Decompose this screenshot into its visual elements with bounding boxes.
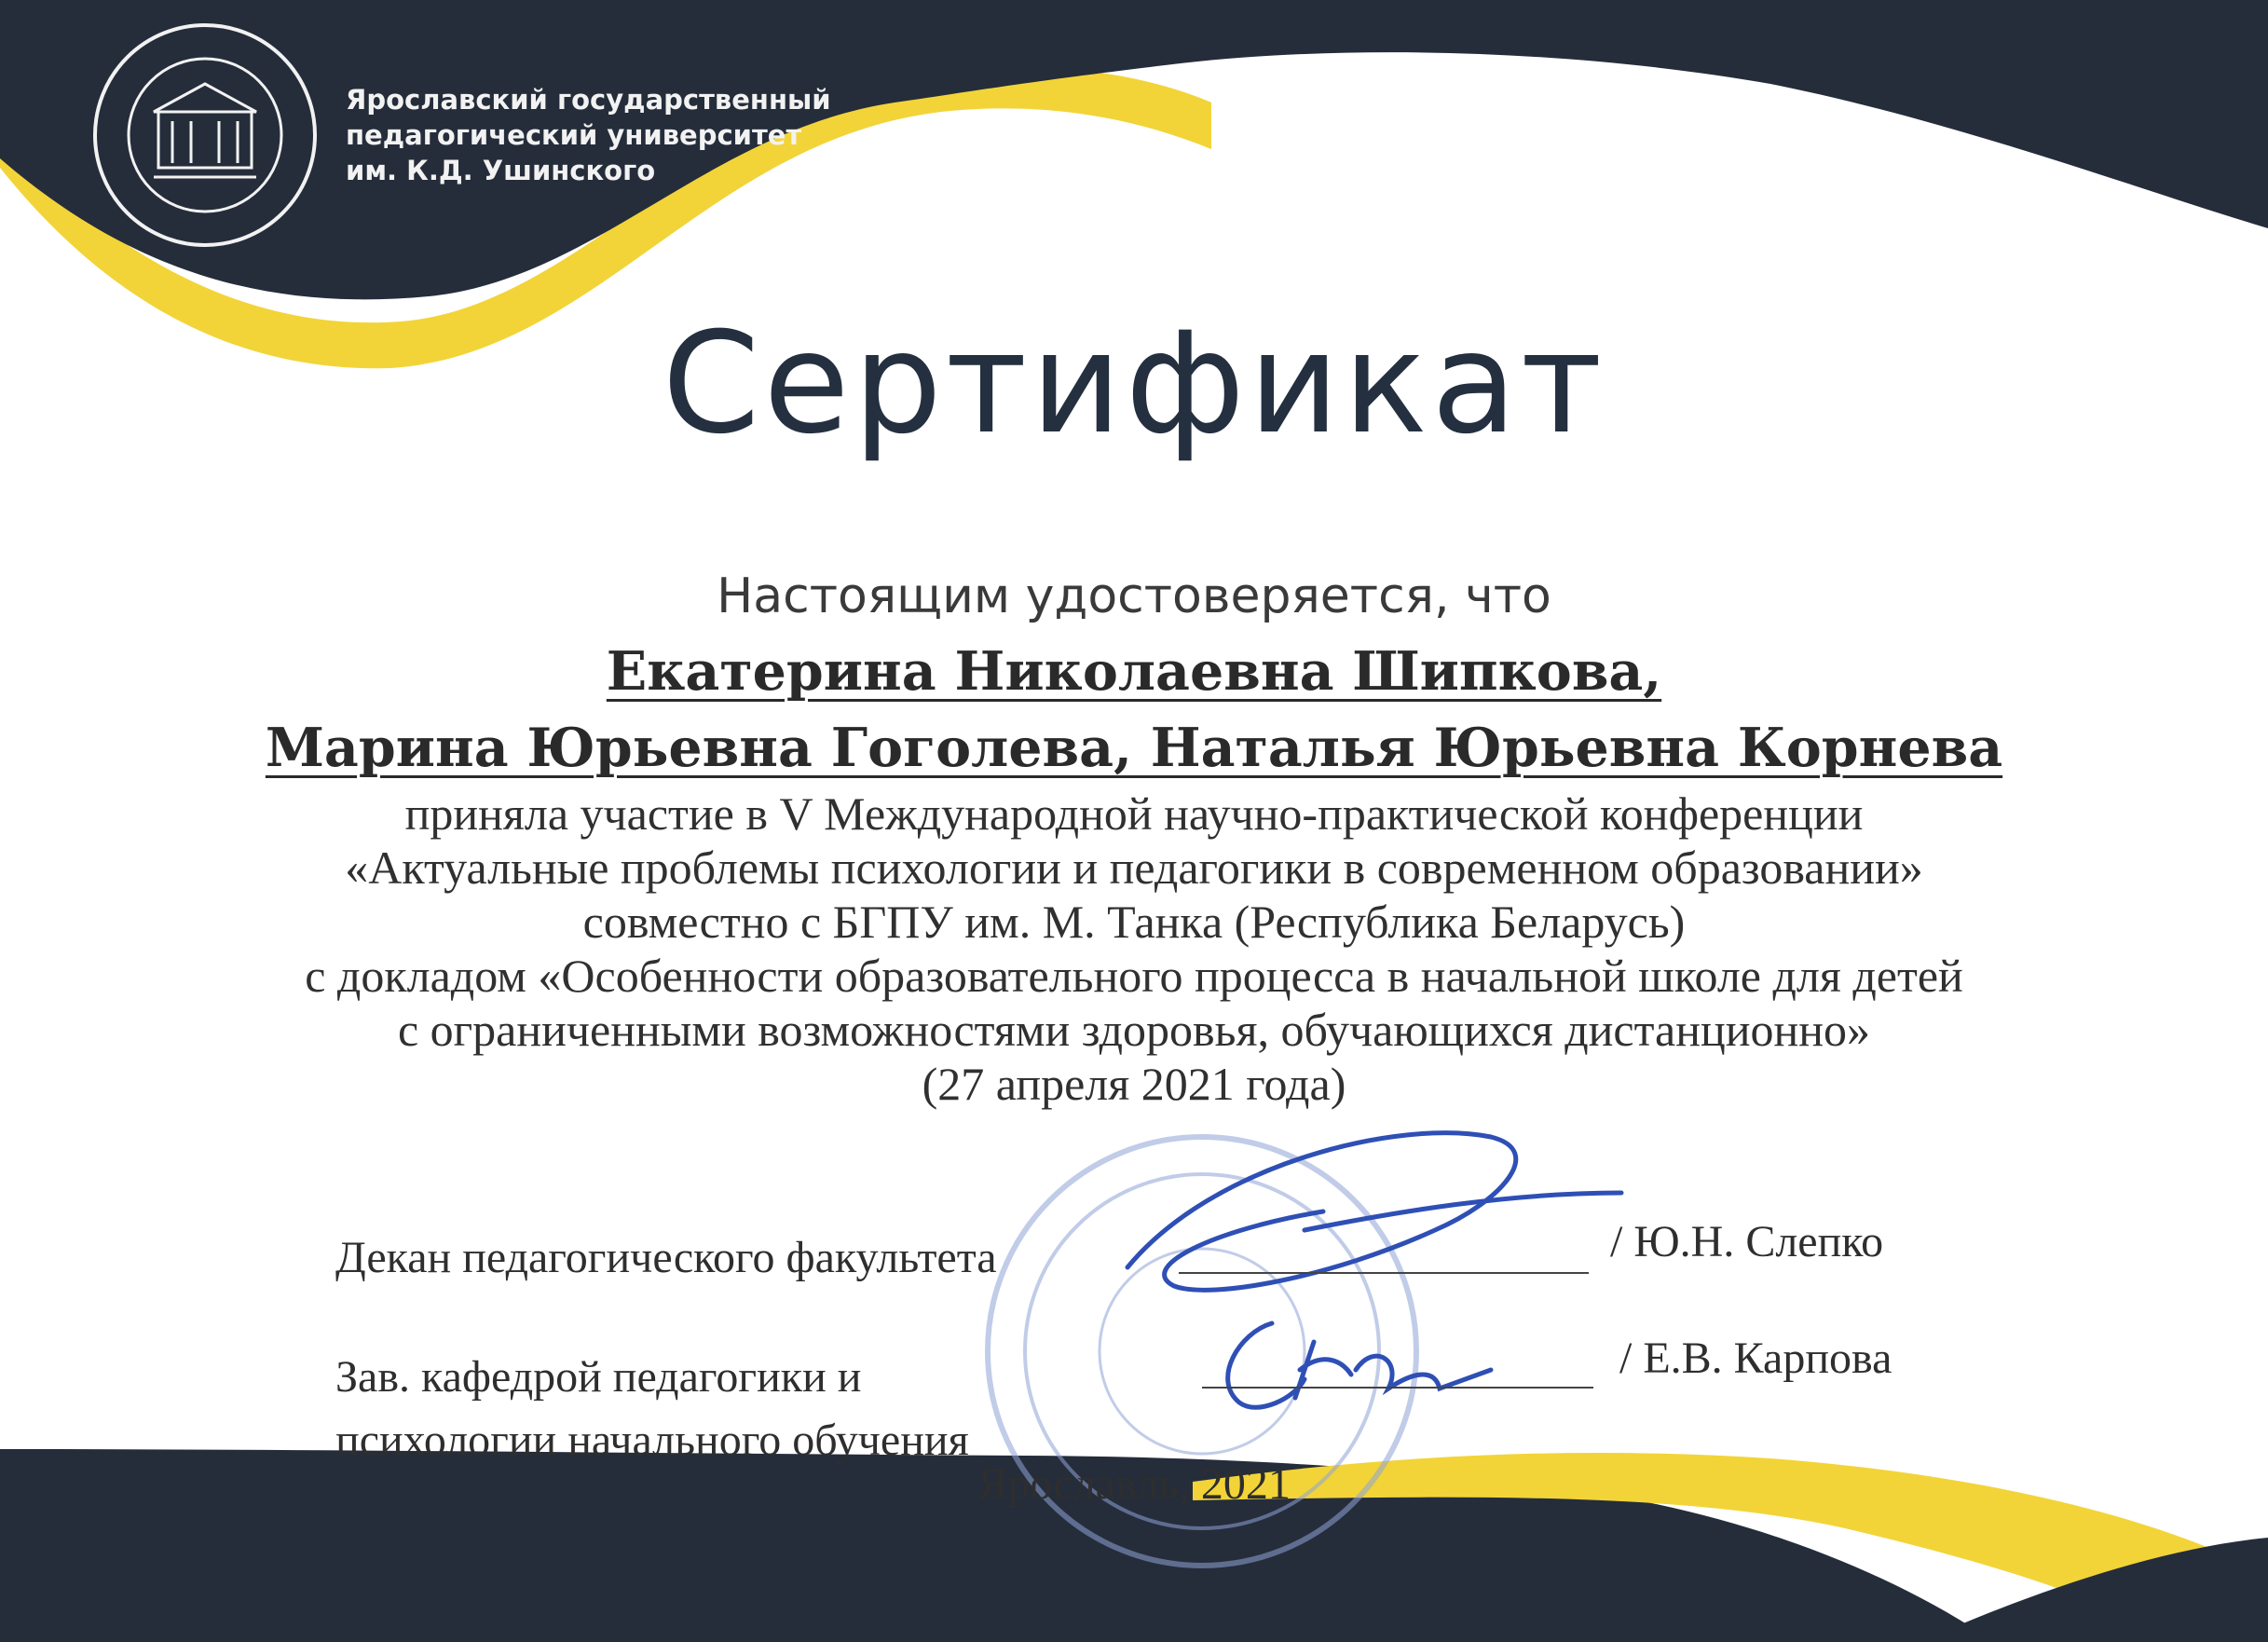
participant-names-line-2 [0,710,2268,787]
dean-signature-line [1179,1272,1589,1274]
university-name [346,82,831,188]
report-title: с ограниченными возможностями здоровья, обучающихся дистанционно» [397,1004,1871,1056]
signature-head [1228,1323,1491,1407]
certificate-title: Сертификат [662,303,1606,465]
dean-name: / Ю.Н. Слепко [1610,1217,1884,1266]
signature-dean [1127,1133,1621,1291]
participant-names-line-1 [0,634,2268,710]
head-title-line-2: психологии начального обучения [335,1416,969,1465]
university-name-line: Ярославский государственный [346,84,831,116]
head-signature-line [1202,1387,1593,1389]
body-line: приняла участие в V Международной научно-практической конференции [404,787,1864,840]
report-title: с докладом «Особенности образовательного процесса в начальной школе для детей [305,950,1963,1002]
intro-text: Настоящим удостоверяется, что [717,568,1551,624]
conference-date: (27 апреля 2021 года) [922,1058,1346,1110]
participant-names: Марина Юрьевна Гоголева, Наталья Юрьевна Корнева [265,717,2003,779]
certificate-body [0,559,2268,1111]
conference-title: «Актуальные проблемы психологии и педагогики в современном образовании» [345,842,1923,894]
dean-title: Декан педагогического факультета [335,1233,997,1282]
university-name-line: педагогический университет [346,119,802,151]
body-line: совместно с БГПУ им. М. Танка (Республика Беларусь) [582,896,1686,948]
university-name-line: им. К.Д. Ушинского [346,155,656,186]
university-header [89,19,831,252]
city-year: Ярославль, 2021 [977,1459,1291,1509]
university-seal-icon [89,19,321,252]
participant-names: Екатерина Николаевна Шипкова, [606,640,1662,703]
head-title-line-1: Зав. кафедрой педагогики и [335,1352,862,1402]
head-name: / Е.В. Карпова [1619,1334,1892,1383]
